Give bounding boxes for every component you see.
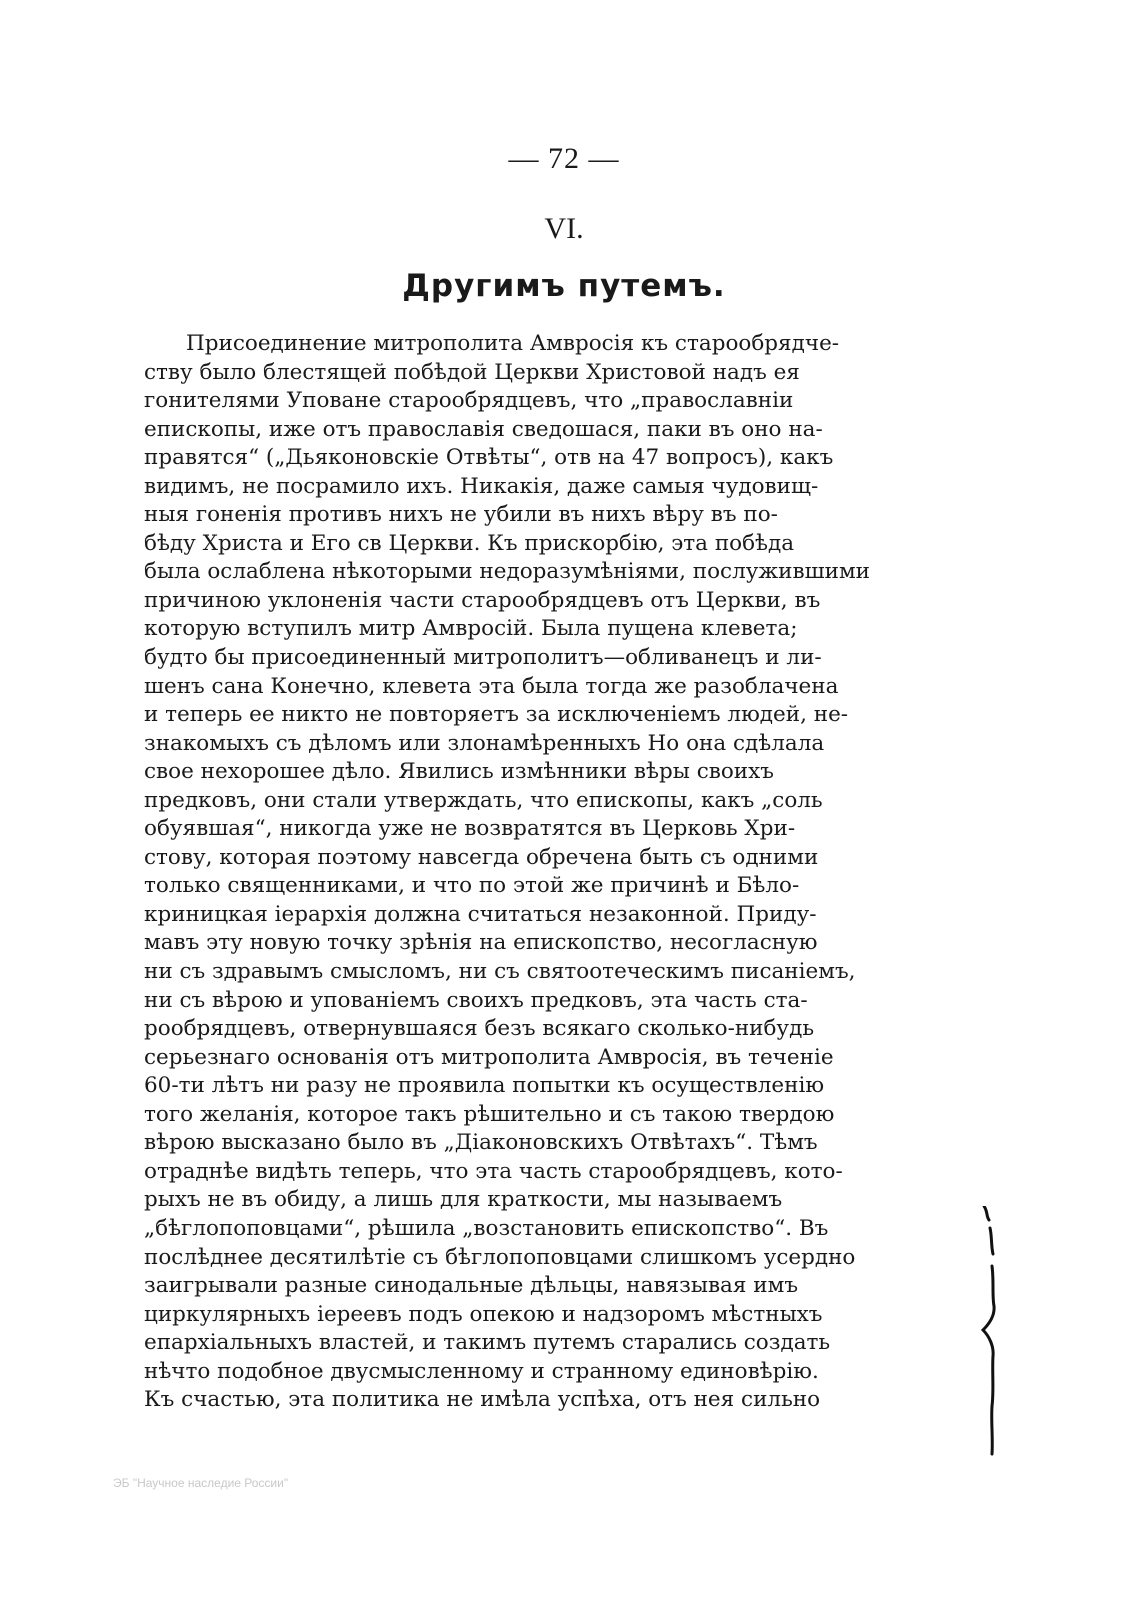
text-line: епархіальныхъ властей, и такимъ путемъ старались создать [144, 1330, 831, 1356]
text-line: шенъ сана Конечно, клевета эта была тогда же разоблачена [144, 673, 839, 699]
text-line: и теперь ее никто не повторяетъ за исключеніемъ людей, не- [144, 702, 849, 728]
text-line: гонителями Уповане старообрядцевъ, что „православніи [144, 388, 794, 414]
text-line: которую вступилъ митр Амвросій. Была пущена клевета; [144, 616, 798, 642]
margin-bracket-mark [972, 1206, 1002, 1456]
text-line: криницкая іерархія должна считаться незаконной. Приду- [144, 901, 817, 927]
text-line: ныя гоненія противъ нихъ не убили въ нихъ вѣру въ по- [144, 502, 778, 528]
watermark: ЭБ "Научное наследие России" [113, 1476, 289, 1490]
text-line: ству было блестящей побѣдой Церкви Христовой надъ ея [144, 359, 800, 385]
body-text [144, 330, 966, 1415]
text-line: отраднѣе видѣть теперь, что эта часть старообрядцевъ, кото- [144, 1158, 843, 1184]
text-line: Къ счастью, эта политика не имѣла успѣха, отъ нея сильно [144, 1387, 821, 1413]
text-line: „бѣглопоповцами“, рѣшила „возстановить епископство“. Въ [144, 1215, 829, 1241]
text-line: предковъ, они стали утверждать, что епископы, какъ „соль [144, 787, 823, 813]
text-line: обуявшая“, никогда уже не возвратятся въ Церковь Хри- [144, 816, 796, 842]
text-line: серьезнаго основанія отъ митрополита Амвросія, въ теченіе [144, 1044, 834, 1070]
text-line: причиною уклоненія части старообрядцевъ отъ Церкви, въ [144, 587, 821, 613]
text-line: будто бы присоединенный митрополитъ—обливанецъ и ли- [144, 645, 822, 671]
page-number: — 72 — [508, 142, 620, 175]
text-line: епископы, иже отъ православія сведошася, паки въ оно на- [144, 416, 823, 442]
text-line: мавъ эту новую точку зрѣнія на епископство, несогласную [144, 930, 818, 956]
text-line: ни съ здравымъ смысломъ, ни съ святоотеческимъ писаніемъ, [144, 959, 856, 985]
text-line: рыхъ не въ обиду, а лишь для краткости, мы называемъ [144, 1187, 783, 1213]
text-line: знакомыхъ съ дѣломъ или злонамѣренныхъ Но она сдѣлала [144, 730, 825, 756]
text-line: вѣрою высказано было въ „Діаконовскихъ Отвѣтахъ“. Тѣмъ [144, 1130, 818, 1156]
text-line: видимъ, не посрамило ихъ. Никакія, даже самыя чудовищ- [144, 473, 819, 499]
text-line: Присоединение митрополита Амвросія къ старообрядче- [186, 331, 840, 356]
text-line: послѣднее десятилѣтіе съ бѣглопоповцами слишкомъ усердно [144, 1244, 856, 1270]
text-line: нѣчто подобное двусмысленному и странному единовѣрію. [144, 1358, 819, 1384]
chapter-number: VI. [544, 212, 584, 245]
text-line: бѣду Христа и Его св Церкви. Къ прискорбію, эта побѣда [144, 530, 795, 556]
text-line: только священниками, и что по этой же причинѣ и Бѣло- [144, 873, 800, 899]
text-line: заигрывали разные синодальные дѣльцы, навязывая имъ [144, 1273, 799, 1299]
text-line: 60-ти лѣтъ ни разу не проявила попытки къ осуществленію [144, 1073, 825, 1099]
text-line: свое нехорошее дѣло. Явились измѣнники вѣры своихъ [144, 759, 774, 785]
text-line: была ослаблена нѣкоторыми недоразумѣніями, послужившими [144, 559, 870, 585]
text-line: ни съ вѣрою и упованіемъ своихъ предковъ, эта часть ста- [144, 987, 808, 1013]
chapter-title: Другимъ путемъ. [402, 268, 726, 304]
text-line: того желанія, которое такъ рѣшительно и съ такою твердою [144, 1101, 835, 1127]
text-line: стову, которая поэтому навсегда обречена быть съ одними [144, 844, 819, 870]
text-line: циркулярныхъ іереевъ подъ опекою и надзоромъ мѣстныхъ [144, 1301, 823, 1327]
text-line: правятся“ („Дьяконовскіе Отвѣты“, отв на 47 вопросъ), какъ [144, 445, 834, 471]
text-line: рообрядцевъ, отвернувшаяся безъ всякаго сколько-нибудь [144, 1016, 815, 1042]
